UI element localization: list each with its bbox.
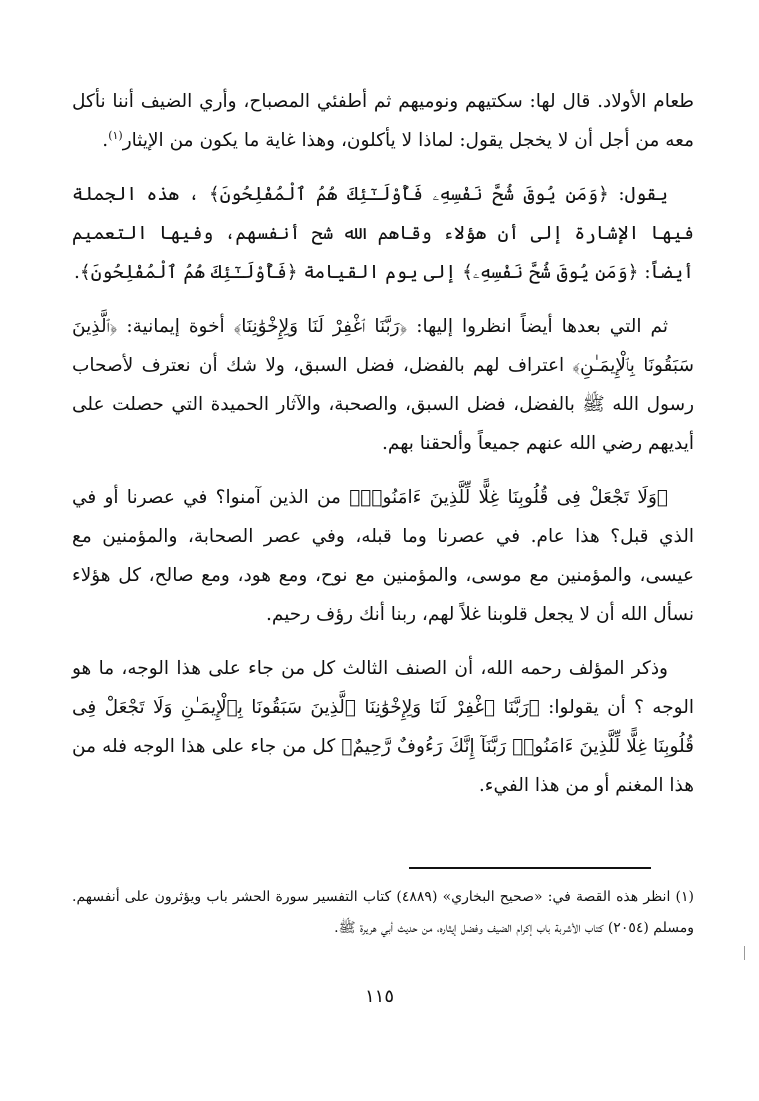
paragraph-3: ثم التي بعدها أيضاً انظروا إليها: ﴿رَبَّنَا ٱغْفِرْ لَنَا وَلِإِخْوَٰنِنَا﴾ أخوة إيمانية: ﴿ٱلَّذِينَ سَبَقُونَا بِٱلْإِيمَـٰنِ﴾ اعتراف لهم بالفضل، فضل السبق، ولا شك أن نعترف لأصحاب رسول الله ﷺ بالفضل، فضل السبق، والصحبة، والآثار الحميدة التي حصلت على أيديهم رضي الله عنهم جميعاً وألحقنا بهم. — [72, 316, 694, 454]
paragraph-4: ﴿وَلَا تَجْعَلْ فِى قُلُوبِنَا غِلًّا لِّلَّذِينَ ءَامَنُوا۟﴾ من الذين آمنوا؟ في عصرنا أو في الذي قبل؟ هذا عام. في عصرنا وما قبله، وفي عصر الصحابة، والمؤمنين مع عيسى، والمؤمنين مع موسى، والمؤمنين مع نوح، ومع هود، ومع صالح، كل هؤلاء نسأل الله أن لا يجعل قلوبنا غلاً لهم، ربنا أنك رؤف رحيم. — [72, 487, 694, 625]
margin-mark — [744, 946, 745, 960]
footnote: (١) انظر هذه القصة في: «صحيح البخاري» (٤٨٨٩) كتاب التفسير سورة الحشر باب ويؤثرون على أنفسهم. ومسلم (٢٠٥٤) كتاب الأشربة باب إكرام الضيف وفضل إيثاره، من حديث أبي هريرة ﷺ. — [72, 889, 694, 936]
paragraph-1: طعام الأولاد. قال لها: سكتيهم ونوميهم ثم أطفئي المصباح، وأري الضيف أننا نأكل معه من أجل أن لا يخجل يقول: لماذا لا يأكلون، وهذا غاية ما يكون من الإيثار$^{(١)}$. — [72, 91, 694, 151]
footnote-reference: (١) — [108, 128, 123, 142]
footnote-divider — [409, 867, 651, 869]
paragraph-1-text: طعام الأولاد. قال لها: سكتيهم ونوميهم ثم أطفئي المصباح، وأري الضيف أننا نأكل معه من أجل أن لا يخجل يقول: لماذا لا يأكلون، وهذا غاية ما يكون من الإيثار — [72, 91, 694, 151]
main-text — [72, 82, 694, 820]
paragraph-5: وذكر المؤلف رحمه الله، أن الصنف الثالث كل من جاء على هذا الوجه، ما هو الوجه ؟ أن يقولوا: ﴿رَبَّنَا ٱغْفِرْ لَنَا وَلِإِخْوَٰنِنَا ٱلَّذِينَ سَبَقُونَا بِٱلْإِيمَـٰنِ وَلَا تَجْعَلْ فِى قُلُوبِنَا غِلًّا لِّلَّذِينَ ءَامَنُوا۟ رَبَّنَآ إِنَّكَ رَءُوفٌ رَّحِيمٌ﴾ كل من جاء على هذا الوجه فله من هذا المغنم أو من هذا الفيء. — [72, 658, 694, 796]
paragraph-2: يقول: ﴿وَمَن يُوقَ شُحَّ نَفْسِهِۦ فَأُوْلَـٰٓئِكَ هُمُ ٱلْمُفْلِحُونَ﴾ ، هذه الجملة فيها الإشارة إلى أن هؤلاء وقاهم الله شح أنفسهم، وفيها التعميم أيضاً: ﴿وَمَن يُوقَ شُحَّ نَفْسِهِۦ﴾ إلى يوم القيامة ﴿فَأُوْلَـٰٓئِكَ هُمُ ٱلْمُفْلِحُونَ﴾. — [72, 184, 694, 283]
page-number: ١١٥ — [364, 986, 394, 1007]
